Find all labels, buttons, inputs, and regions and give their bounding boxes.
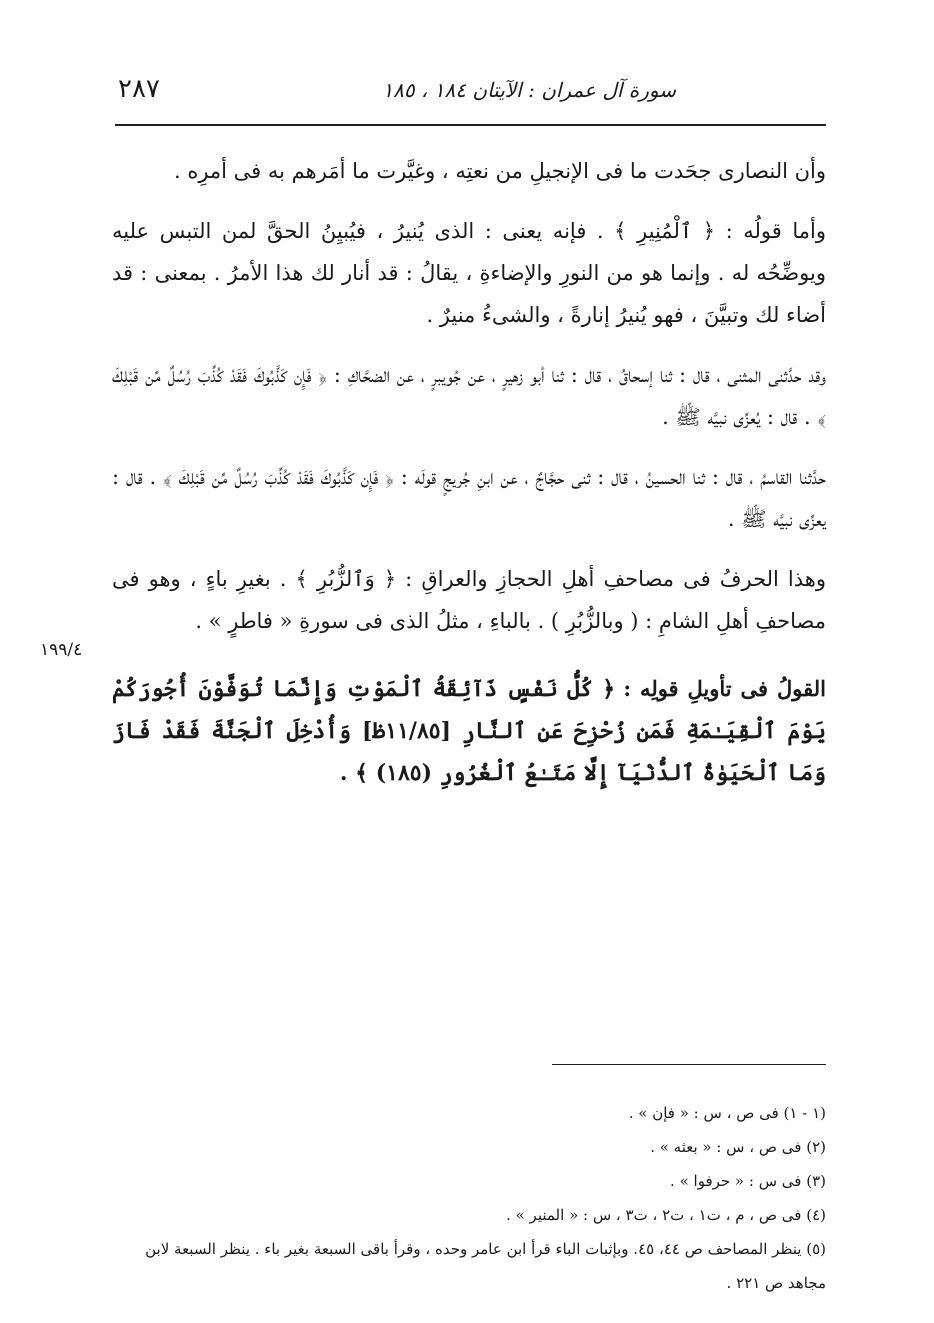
page-header — [112, 74, 826, 114]
paragraph-4: حدَّثنا القاسمُ ، قال : ثنا الحسينُ ، قال : ثنى حجَّاجٌ ، عن ابنِ جُريجٍ قولَه : ﴿ فَإِن كَذَّبُوكَ فَقَدْ كُذِّبَ رُسُلٌ مِّن قَبْلِكَ ﴾ . قال : يعزِّى نبيَّه ﷺ . — [112, 465, 826, 531]
footnote-1: (١ - ١) فى ص ، س : « فإن » . — [628, 1104, 826, 1122]
paragraph-3: وقد حدَّثنى المثنى ، قال : ثنا إسحاقُ ، قال : ثنا أبو زهيرٍ ، عن جُويبرٍ ، عن الضحَّاكِ : ﴿ فَإِن كَذَّبُوكَ فَقَدْ كُذِّبَ رُسُلٌ مِّن قَبْلِكَ ﴾ . قال : يُعزِّى نبيَّه ﷺ . — [112, 363, 826, 429]
running-title: سورة آل عمران : الآيتان ١٨٤ ، ١٨٥ — [382, 78, 676, 102]
footnote-2: (٢) فى ص ، س : « بعثه » . — [650, 1138, 826, 1156]
paragraph-2: وأما قولُه : ﴿ ٱلْمُنِيرِ ﴾ . فإنه يعنى : الذى يُنيرُ ، فيُبيِنُ الحقَّ لمن التبس عليه ويوضِّحُه له . وإنما هو من النورِ والإضاءةِ ، يقالُ : قد أنار لك هذا الأمرُ . بمعنى : قد أضاء لك وتبيَّنَ ، فهو يُنيرُ إنارةً ، والشىءُ منيرٌ . — [112, 219, 826, 327]
footnote-rule — [552, 1064, 826, 1065]
header-rule — [115, 124, 826, 126]
quran-verse: ﴿ كُلُّ نَفْسٍ ذَآئِقَةُ ٱلْمَوْتِ وَإِنَّمَا تُوَفَّوْنَ أُجُورَكُمْ يَوْمَ ٱلْقِيَـٰمَةِ فَمَن زُحْزِحَ عَنِ ٱلنَّارِ [١١/٨٥ظ] وَأُدْخِلَ ٱلْجَنَّةَ فَقَدْ فَازَ وَمَا ٱلْحَيَوٰةُ ٱلدُّنْيَآ إِلَّا مَتَـٰعُ ٱلْغُرُورِ (١٨٥) ﴾ . — [112, 676, 826, 786]
footnote-4: (٤) فى ص ، م ، ت١ ، ت٢ ، ت٣ ، س : « المنير » . — [506, 1206, 826, 1224]
verse-section — [112, 668, 826, 794]
footnote-5: (٥) ينظر المصاحف ص ٤٤، ٤٥. وبإثبات الباء قرأ ابن عامر وحده ، وقرأ باقى السبعة بغير باء . ينظر السبعة لابن مجاهد ص ٢٢١ . — [145, 1240, 826, 1292]
margin-reference: ١٩٩/٤ — [40, 640, 83, 660]
footnote-3: (٣) فى س : « حرفوا » . — [670, 1172, 826, 1190]
footnotes — [112, 1096, 826, 1300]
main-text — [112, 150, 826, 812]
page-number: ٢٨٧ — [118, 74, 160, 104]
paragraph-5: وهذا الحرفُ فى مصاحفِ أهلِ الحجازِ والعراقِ : ﴿ وَٱلزُّبُرِ ﴾ . بغيرِ باءٍ ، وهو فى مصاحفِ أهلِ الشامِ : ( وبالزُّبُرِ ) . بالباءِ ، مثلُ الذى فى سورةِ « فاطرٍ » . — [112, 567, 826, 633]
paragraph-1: وأن النصارى جحَدت ما فى الإنجيلِ من نعتِه ، وغيَّرت ما أمَرهم به فى أمرِه . — [173, 159, 826, 183]
section-heading: القولُ فى تأويلِ قولِه : — [623, 676, 826, 701]
